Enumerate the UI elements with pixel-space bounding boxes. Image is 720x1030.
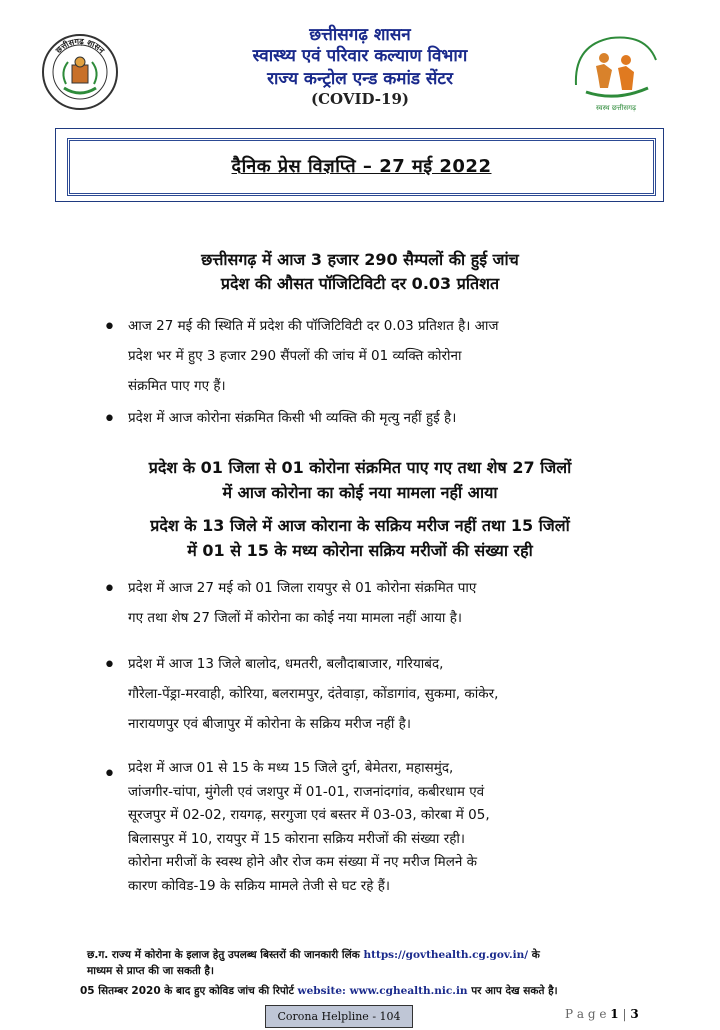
govthealth-link[interactable]: https://govthealth.cg.gov.in/ [363, 949, 529, 961]
press-release-title [67, 138, 656, 196]
footer-beds-info-cont: माध्यम से प्राप्त की जा सकती है। [87, 965, 214, 977]
bullet-dot: • [103, 315, 116, 340]
logo-caption: स्वस्थ छत्तीसगढ़ [595, 104, 637, 112]
section2-bullet-1: प्रदेश में आज 27 मई को 01 जिला रायपुर से 01 कोरोना संक्रमित पाए गए तथा शेष 27 जिलों में कोरोना का कोई नया मामला नहीं आया है। [128, 580, 477, 626]
title-text: दैनिक प्रेस विज्ञप्ति – 27 मई 2022 [231, 156, 492, 177]
footer-beds-info: छ.ग. राज्य में कोरोना के इलाज हेतु उपलब्ध बिस्तरों की जानकारी लिंक https://govthealth.cg.gov.in/ के [87, 949, 540, 961]
bullet-dot: • [103, 762, 116, 787]
bullet-dot: • [103, 407, 116, 432]
header-line-department: स्वास्थ्य एवं परिवार कल्याण विभाग [252, 46, 468, 66]
bullet-dot: • [103, 577, 116, 602]
section2-heading-4: में 01 से 15 के मध्य कोरोना सक्रिय मरीजों की संख्या रही [187, 541, 533, 560]
section2-bullet-3: प्रदेश में आज 01 से 15 के मध्य 15 जिले दुर्ग, बेमेतरा, महासमुंद, जांजगीर-चांपा, मुंगेली एवं जशपुर में 01-01, राजनांदगांव, कबीरधाम एवं सूरजपुर में 02-02, रायगढ़, सरगुजा एवं बस्तर में 03-03, कोरबा में 05, बिलासपुर में 10, रायपुर में 15 कोराना सक्रिय मरीजों की संख्या रही। कोरोना मरीजों के स्वस्थ होने और रोज कम संख्या में नए मरीज मिलने के कारण कोविड-19 के सक्रिय मामले तेजी से घट रहे हैं। [128, 760, 490, 894]
header-line-centre: राज्य कन्ट्रोल एन्ड कमांड सेंटर [267, 69, 453, 89]
corona-helpline-box: Corona Helpline - 104 [265, 1005, 413, 1028]
footer-report-info: 05 सितम्बर 2020 के बाद हुए कोविड जांच की रिपोर्ट website: www.cghealth.nic.in पर आप देख सकते है। [80, 985, 558, 997]
section1-bullet-1: आज 27 मई की स्थिति में प्रदेश की पॉजिटिविटी दर 0.03 प्रतिशत है। आज प्रदेश भर में हुए 3 हजार 290 सैंपलों की जांच में 01 व्यक्ति कोरोना संक्रमित पाए गए हैं। [128, 318, 499, 394]
section2-heading-3: प्रदेश के 13 जिले में आज कोराना के सक्रिय मरीज नहीं तथा 15 जिलों [150, 516, 570, 535]
section1-heading-1: छत्तीसगढ़ में आज 3 हजार 290 सैम्पलों की हुई जांच [201, 250, 519, 269]
bullet-dot: • [103, 653, 116, 678]
section1-bullet-2: प्रदेश में आज कोरोना संक्रमित किसी भी व्यक्ति की मृत्यु नहीं हुई है। [128, 410, 457, 426]
section2-heading-1: प्रदेश के 01 जिला से 01 कोरोना संक्रमित पाए गए तथा शेष 27 जिलों [148, 458, 572, 477]
header-line-govt: छत्तीसगढ़ शासन [309, 25, 411, 45]
cghealth-website-link[interactable]: website: www.cghealth.nic.in [297, 985, 468, 997]
cg-govt-emblem-logo [40, 32, 120, 112]
swasth-chhattisgarh-logo [566, 30, 666, 114]
section2-heading-2: में आज कोरोना का कोई नया मामला नहीं आया [222, 483, 498, 502]
section2-bullet-2: प्रदेश में आज 13 जिले बालोद, धमतरी, बलौदाबाजार, गरियाबंद, गौरेला-पेंड्रा-मरवाही, कोरिया, बलरामपुर, दंतेवाड़ा, कोंडागांव, सुकमा, कांकेर, नारायणपुर एवं बीजापुर में कोरोना के सक्रिय मरीज नहीं है। [128, 656, 499, 732]
emblem-text: छत्तीसगढ़ शासन [53, 36, 107, 56]
header-line-covid: (COVID-19) [311, 90, 409, 108]
page-number: P a g e 1 | 3 [565, 1007, 639, 1021]
section1-heading-2: प्रदेश की औसत पॉजिटिविटी दर 0.03 प्रतिशत [220, 274, 500, 293]
